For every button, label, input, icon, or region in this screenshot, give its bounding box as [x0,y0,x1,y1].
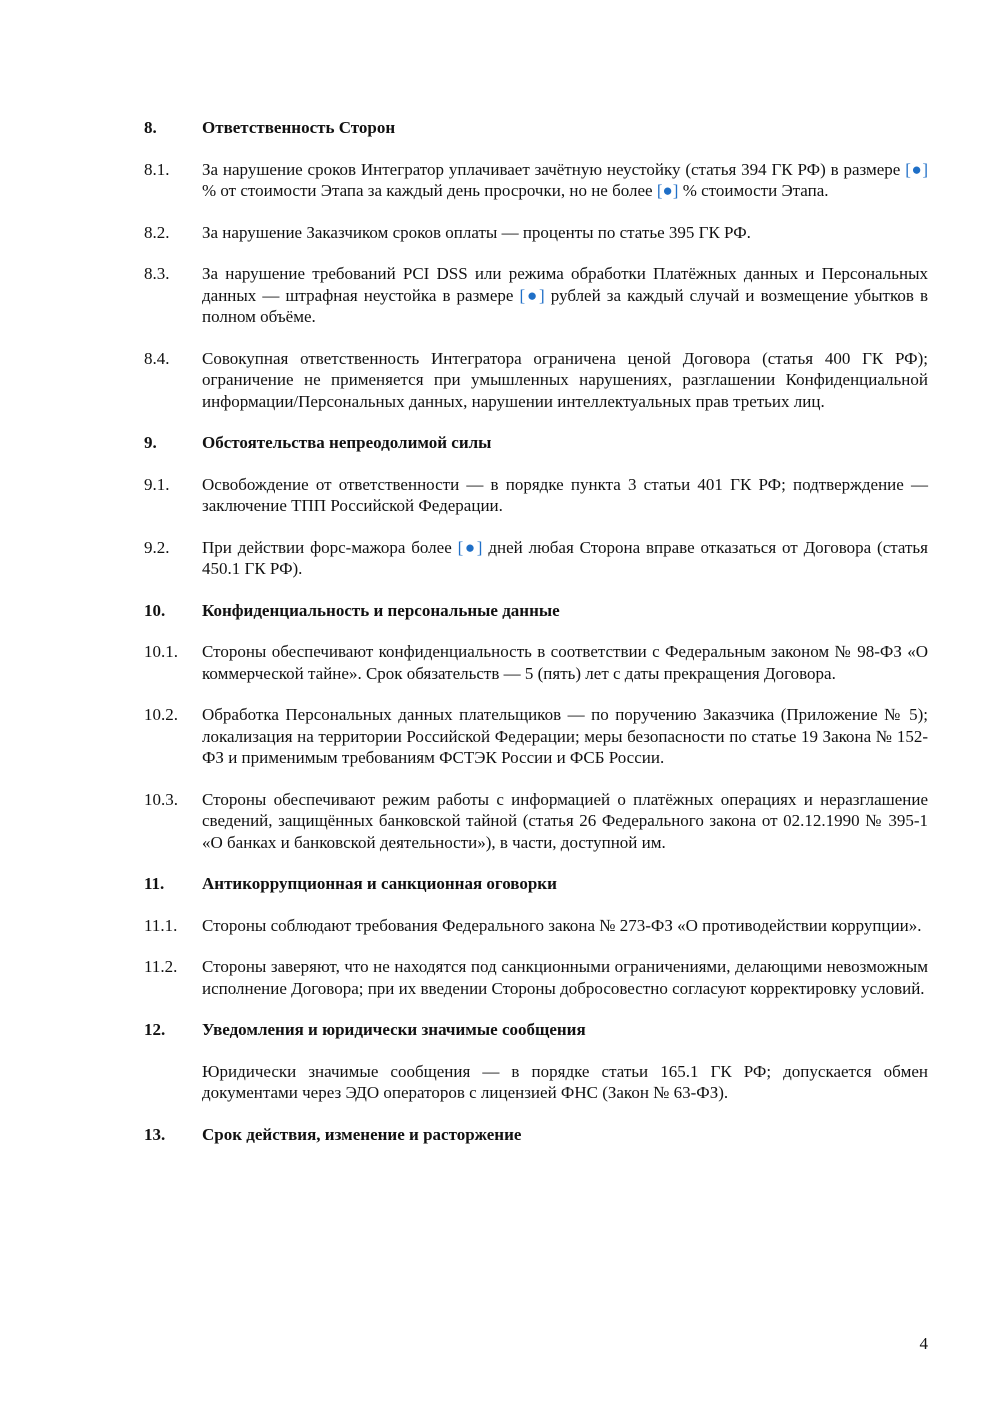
clause-number: 8.4. [144,348,170,368]
section-heading [144,1124,928,1146]
section-heading [144,600,928,622]
clause-text [202,1061,928,1104]
clause-number: 8.3. [144,264,170,283]
section-number: 11. [144,874,165,893]
clause [144,641,928,684]
clause-number: 9.1. [144,474,170,494]
clause-text [202,474,928,517]
clause-text [202,537,928,580]
clause [144,789,928,854]
clause-number: 8.2. [144,222,170,242]
section-title: Уведомления и юридически значимые сообщения [202,1020,586,1039]
clause-text-part: При действии форс-мажора более [202,537,458,557]
clause-text-part: Стороны обеспечивают конфиденциальность в соответствии с Федеральным законом № 98-ФЗ «О коммерческой тайне». Срок обязательств — 5 (пять) лет с даты прекращения Договора. [202,642,928,683]
clause-number: 8.1. [144,159,170,179]
clause-text-part: За нарушение Заказчиком сроков оплаты — проценты по статье 395 ГК РФ. [202,222,751,242]
clause-text [202,956,928,999]
clause [144,222,928,244]
section-title: Ответственность Сторон [202,118,396,137]
section-title: Конфиденциальность и персональные данные [202,600,560,620]
clause [144,537,928,580]
clause-text-part: рублей за каждый случай и возмещение убытков в полном объёме. [202,285,928,326]
clause-text [202,641,928,684]
section-heading [144,117,928,139]
clause-text-part: Обработка Персональных данных плательщиков — по поручению Заказчика (Приложение № 5); локализация на территории Российской Федерации; меры безопасности по статье 19 Закона № 152-ФЗ и применимым требованиям ФСТЭК России и ФСБ России. [202,705,928,767]
clause [144,915,928,937]
clause-number: 10.1. [144,642,178,661]
clause-number: 11.2. [144,957,178,976]
placeholder-marker: [●] [457,537,483,557]
clause-text [202,915,928,937]
clause-text-part: За нарушение требований PCI DSS или режима обработки Платёжных данных и Персональных данных — штрафная неустойка в размере [202,264,928,305]
clause [144,956,928,999]
clause-text [202,222,928,244]
section-heading [144,1019,928,1041]
clause [144,474,928,517]
section-title: Обстоятельства непреодолимой силы [202,433,492,452]
clause-text-part: Совокупная ответственность Интегратора ограничена ценой Договора (статья 400 ГК РФ); ограничение не применяется при умышленных нарушениях, разглашении Конфиденциальной информации/Персональных данных, нарушении интеллектуальных прав третьих лиц. [202,348,928,411]
clause-text-part: Юридически значимые сообщения — в порядке статьи 165.1 ГК РФ; допускается обмен документами через ЭДО операторов с лицензией ФНС (Закон № 63-ФЗ). [202,1061,928,1102]
section-title: Антикоррупционная и санкционная оговорки [202,874,557,893]
page-number: 4 [919,1334,928,1353]
clause-text-part: Стороны обеспечивают режим работы с информацией о платёжных операциях и неразглашение сведений, защищённых банковской тайной (статья 26 Федерального закона от 02.12.1990 № 395-1 «О банках и банковской деятельности»), в части, доступной им. [202,789,928,852]
clause-text-part: Стороны заверяют, что не находятся под санкционными ограничениями, делающими невозможным исполнение Договора; при их введении Стороны добросовестно согласуют корректировку условий. [202,957,928,998]
clause-text [202,348,928,413]
placeholder-marker: [●] [519,285,545,305]
clause-number: 10.2. [144,705,178,724]
clause-text-part: % от стоимости Этапа за каждый день просрочки, но не более [202,181,657,200]
clause [144,159,928,202]
clause-text-part: % стоимости Этапа. [678,181,829,200]
clause [144,348,928,413]
clause-text-part: За нарушение сроков Интегратор уплачивает зачётную неустойку (статья 394 ГК РФ) в размере [202,159,906,179]
clause-text-part: Освобождение от ответственности — в порядке пункта 3 статьи 401 ГК РФ; подтверждение — заключение ТПП Российской Федерации. [202,474,928,515]
clause-text [202,159,928,202]
section-heading [144,873,928,895]
clause [144,263,928,328]
section-number: 8. [144,118,157,137]
section-number: 9. [144,433,157,452]
section-number: 10. [144,600,166,620]
clause-text [202,704,928,769]
clause-text [202,263,928,328]
placeholder-marker: [●] [656,181,679,200]
clause [144,1061,928,1104]
clause-number: 10.3. [144,789,178,809]
placeholder-marker: [●] [905,159,928,179]
document-body [144,117,928,1145]
clause-text-part: дней любая Сторона вправе отказаться от Договора (статья 450.1 ГК РФ). [202,537,929,578]
clause-text [202,789,928,854]
section-number: 13. [144,1124,166,1144]
clause-number: 9.2. [144,537,170,557]
section-number: 12. [144,1020,166,1039]
section-heading [144,432,928,454]
clause-text-part: Стороны соблюдают требования Федерального закона № 273-ФЗ «О противодействии коррупции». [202,915,922,935]
section-title: Срок действия, изменение и расторжение [202,1124,522,1144]
clause [144,704,928,769]
clause-number: 11.1. [144,915,178,935]
